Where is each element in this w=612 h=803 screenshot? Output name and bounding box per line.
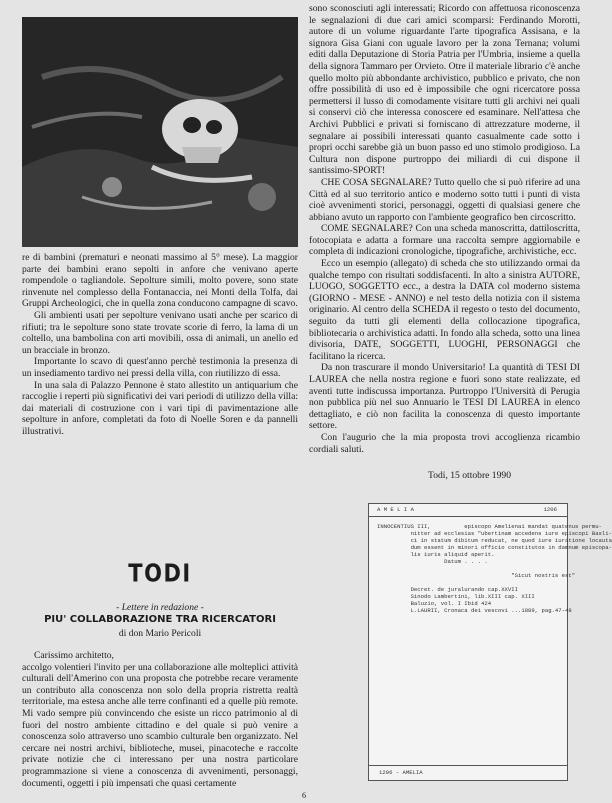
paragraph: In una sala di Palazzo Pennone è stato allestito un antiquarium che raccoglie i reperti più significativi dei vari periodi di utilizzo della villa: dai materiali di costruzione con i vari tipi di pavimentazione alle sepolture in anfore, completati da foto di Noelle Soren e da pannelli illustrativi. bbox=[22, 379, 298, 437]
letter-byline: di don Mario Pericoli bbox=[118, 628, 202, 639]
card-line: nitter ad ecclesias "ubertinam accedens iure episcopi Basli- bbox=[377, 530, 612, 537]
card-line: Decret. de juralurando cap.XXVII bbox=[377, 586, 518, 593]
index-card-example bbox=[368, 503, 612, 781]
page-number: 6 bbox=[302, 791, 306, 800]
letter-body-continued bbox=[309, 3, 580, 455]
card-footer-text: 1206 - AMELIA bbox=[379, 769, 423, 776]
salutation: Carissimo architetto, bbox=[34, 650, 114, 661]
card-line: Baluzio, vol. I Ibid 424 bbox=[377, 600, 492, 607]
card-line: Sinodo Lambertini, lib.XIII cap. XIII bbox=[377, 593, 535, 600]
letter-kicker: - Lettere in redazione - bbox=[116, 602, 204, 613]
burial-skull-image bbox=[22, 17, 298, 247]
paragraph: sono sconosciuti agli interessati; Ricordo con affettuosa riconoscenza le segnalazioni di due cari amici scomparsi: Ferdinando Morotti, autore di un volume riguardante l'arte tipografica Assisana, e la signora Gisa Giani con uguale lavoro per la zona Ternana; volumi editi dalla Deputazione di Storia Patria per l'Umbria, insieme a quella della signora Tammaro per Orvieto. Otre il materiale librario c'è anche quello molto più abbondante archivistico, pubblico e privato, che non offre possibilità di uso ed è impossibile che ogni ricercatore possa permettersi il lusso di comodamente visitare tutti gli archivi nei quali si conservi ciò che interessa conoscere ed esaminare. Nell'attesa che Archivi Pubblici e privati si forniscano di attrezzature moderne, il segnalare ai possibili interessati quanto casualmente cade sotto i propri occhi sarebbe già un buon passo ed uno stimolo prodigioso. La Cultura non dispone purtroppo dei miliardi di cui dispone il santissimo-SPORT! bbox=[309, 3, 580, 177]
card-place: A M E L I A bbox=[377, 506, 414, 513]
paragraph: accolgo volentieri l'invito per una collaborazione alle molteplici attività culturali dell'Amerino con una proposta che potrebbe recare veramente un contributo alla conoscenza non solo della propria ristretta realtà territoriale, ma estesa anche alle terre confinanti ed a quelle più remote. Mi vado sempre più convincendo che esiste un ricco patrimonio al di fuori del nostro ambiente cittadino e del quale si può venire a conoscenza solo attraverso uno scambio culturale ben organizzato. Nel cercare nei nostri archivi, biblioteche, musei, pinacoteche e raccolte private notizie che ci interessano per una nostra particolare programmazione si viene a conoscenza di avvenimenti, personaggi, documenti, oggetti i più impensati che quasi certamente bbox=[22, 661, 298, 789]
card-line: "Sicut nostris est" bbox=[377, 572, 576, 579]
card-line: ci in statum dibitum reducat, ne quod iure iuratione locauta bbox=[377, 537, 612, 544]
letter-body-start bbox=[22, 650, 298, 789]
paragraph: Importante lo scavo di quest'anno perchè testimonia la presenza di un insediamento tardivo nei pressi della villa, con riutilizzo di essa. bbox=[22, 356, 298, 379]
card-body bbox=[377, 523, 612, 615]
section-title: TODI bbox=[128, 558, 192, 588]
card-line: Datum . . . . bbox=[377, 558, 488, 565]
paragraph: Ecco un esempio (allegato) di scheda che sto utilizzando ormai da qualche tempo con risultati soddisfacenti. In alto a sinistra AUTORE, LUOGO, SOGGETTO ecc., a destra la DATA col moderno sistema (GIORNO - MESE - ANNO) e nel testo della notizia con il sistema originario. Al centro della SCHEDA il regesto o testo del documento, seguito da tutti gli elementi della collocazione tipografica, bibliotecaria o archivistica adatti. In fondo alla scheda, sotto una linea divisoria, DATE, SOGGETTI, LUOGHI, PERSONAGGI che facilitano la ricerca. bbox=[309, 258, 580, 362]
paragraph: CHE COSA SEGNALARE? Tutto quello che si può riferire ad una Città ed al suo territorio antico e moderno sotto tutti i punti di vista cioè avvenimenti storici, personaggi, oggetti di qualsiasi genere che abbiano avuto un rapporto con l'ambiente geografico ben circoscritto. bbox=[309, 176, 580, 223]
paragraph: Gli ambienti usati per sepolture venivano usati anche per scarico di rifiuti; tra le sepolture sono state trovate scorie di ferro, la lama di un coltello, una bambolina con arti movibili, ossa di animali, un anello ed un bracciale in bronzo. bbox=[22, 309, 298, 356]
card-line: dum essent in minori officio constitutos in damnum episcopa- bbox=[377, 544, 612, 551]
card-number: 1206 bbox=[543, 506, 557, 513]
article-continuation bbox=[22, 252, 298, 438]
card-footer bbox=[369, 765, 567, 780]
card-header bbox=[369, 504, 567, 517]
card-line: L.LAURII, Cronaca dei vescovi ...1889, pag.47-48 bbox=[377, 607, 572, 614]
paragraph: Con l'augurio che la mia proposta trovi accoglienza ricambio cordiali saluti. bbox=[309, 431, 580, 455]
archaeological-photo bbox=[22, 17, 298, 247]
card-line: INNOCENTIUS III, episcopo Amelienai mandat quatenus permu- bbox=[377, 523, 602, 530]
letter-signoff: Todi, 15 ottobre 1990 bbox=[428, 470, 511, 481]
paragraph: Da non trascurare il mondo Universitario! La quantità di TESI DI LAUREA che nella nostra regione e fuori sono state realizzate, ed aventi tutte indiscussa importanza. Purtroppo l'Università di Perugia non pubblica più nel suo Annuario le TESI DI LAUREA in elenco dettagliato, e ciò non facilita la conoscenza di questo importante settore. bbox=[309, 362, 580, 432]
letter-headline: PIU' COLLABORAZIONE TRA RICERCATORI bbox=[44, 614, 276, 625]
paragraph: COME SEGNALARE? Con una scheda manoscritta, dattiloscritta, fotocopiata e adatta a formare una raccolta sempre aggiornabile e completa di indicazioni cronologiche, tipografiche, archivistiche, ecc. bbox=[309, 223, 580, 258]
card-line: lis iuris aliquid aperit. bbox=[377, 551, 495, 558]
paragraph: re di bambini (prematuri e neonati massimo al 5° mese). La maggior parte dei bambini erano sepolti in anfore che venivano aperte rompendole o tagliandole. Sepolture simili, molto povere, sono state rinvenute nel complesso della Fontanaccia, nei Monti della Tolfa, dai Gruppi Archeologici, che in quella zona conducono campagne di scavo. bbox=[22, 252, 298, 310]
